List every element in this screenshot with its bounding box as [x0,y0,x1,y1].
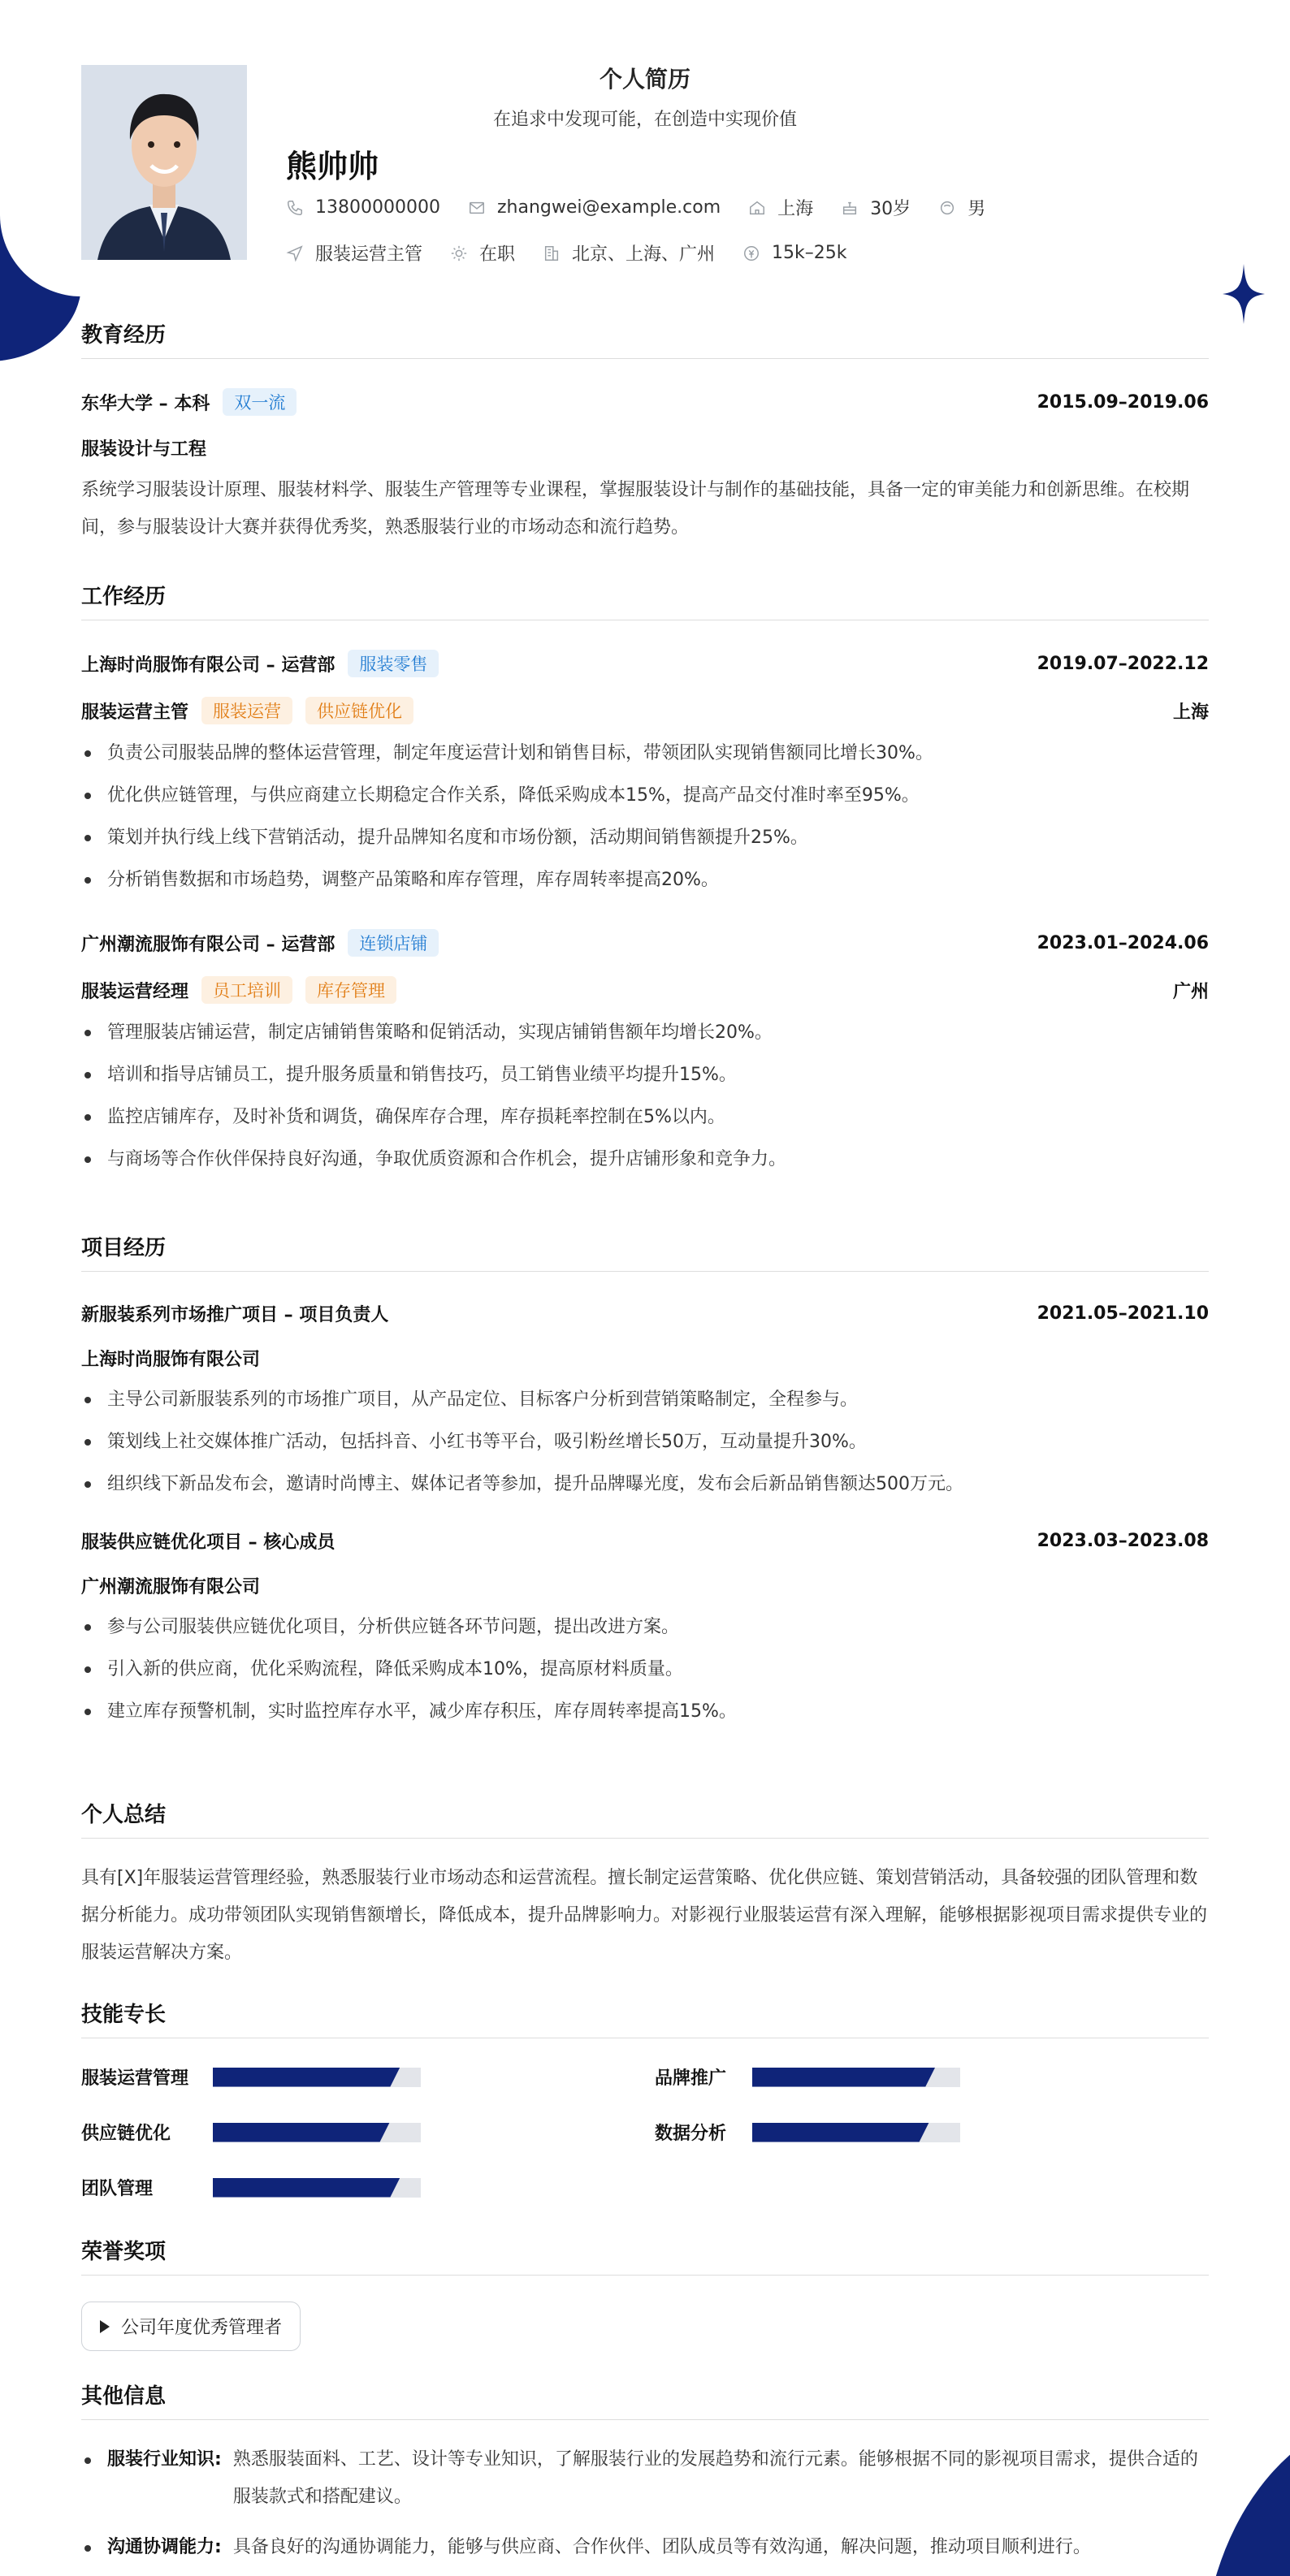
project-item [81,1528,1209,1733]
send-icon [286,244,304,262]
list-item: 参与公司服装供应链优化项目，分析供应链各环节问题，提出改进方案。 [81,1606,1209,1649]
other-info-text: 具备良好的沟通协调能力，能够与供应商、合作伙伴、团队成员等有效沟通，解决问题，推动项目顺利进行。 [232,2537,1091,2557]
city-info [748,195,813,220]
skill-name: 供应链优化 [81,2124,171,2144]
skill-bar-fill [752,2068,935,2087]
phone-icon [286,199,304,217]
list-item: 监控店铺库存，及时补货和调货，确保库存合理，库存损耗率控制在5%以内。 [81,1096,1209,1139]
phone-text: 13800000000 [315,197,440,218]
company-tag: 连锁店铺 [348,929,439,957]
work-bullets [81,733,1209,901]
skill-tag: 供应链优化 [305,697,413,724]
work-location: 广州 [1172,981,1209,1002]
position-name: 服装运营主管 [81,702,189,723]
salary-info [742,243,846,263]
work-bullets [81,1012,1209,1181]
target-cities-info [543,240,715,266]
award-item[interactable] [81,2302,301,2351]
gender-info [938,195,985,220]
skills-section [81,1998,1209,2209]
other-info-section [81,2379,1209,2566]
education-header-row [81,388,1209,416]
project-bullets [81,1379,1209,1506]
section-title: 其他信息 [81,2379,1209,2420]
section-title: 项目经历 [81,1231,1209,1272]
resume-motto: 在追求中发现可能，在创造中实现价值 [492,110,797,130]
job-target-text: 服装运营主管 [315,244,423,265]
section-title: 个人总结 [81,1798,1209,1839]
list-item: 培训和指导店铺员工，提升服务质量和销售技巧，员工销售业绩平均提升15%。 [81,1054,1209,1096]
skill-name: 团队管理 [81,2179,154,2199]
project-name: 服装供应链优化项目 – 核心成员 [81,1532,335,1553]
work-header-row [81,650,1209,677]
skill-item [655,2064,960,2090]
gender-text: 男 [968,199,986,219]
mail-icon [468,199,486,217]
city-text: 上海 [777,199,814,219]
position-row [81,697,1209,724]
skill-item [655,2120,960,2145]
resume-title: 个人简历 [599,66,690,93]
section-title: 荣誉奖项 [81,2235,1209,2276]
project-item [81,1301,1209,1506]
list-item: 策划并执行线上线下营销活动，提升品牌知名度和市场份额，活动期间销售额提升25%。 [81,817,1209,859]
projects-section [81,1231,1209,1733]
work-item [81,929,1209,1181]
job-target-info [286,240,422,266]
skill-bar [213,2178,421,2198]
skill-bar-fill [213,2123,390,2142]
gear-icon [450,244,468,262]
salary-text: 15k–25k [772,243,847,263]
project-header-row [81,1528,1209,1554]
company-tag: 服装零售 [348,650,439,677]
skill-item [81,2120,421,2145]
project-period: 2023.03–2023.08 [1037,1531,1209,1551]
email-info [468,197,721,218]
decorative-star-icon [1223,264,1265,324]
work-location: 上海 [1172,702,1209,723]
company-name: 上海时尚服饰有限公司 – 运营部 [81,655,335,676]
skill-item [81,2064,421,2090]
award-text: 公司年度优秀管理者 [121,2318,283,2338]
project-header-row [81,1301,1209,1326]
section-title: 技能专长 [81,1998,1209,2038]
skill-name: 品牌推广 [655,2068,727,2089]
section-title: 工作经历 [81,580,1209,620]
age-text: 30岁 [870,199,911,219]
age-info [841,195,911,220]
skill-bar-fill [752,2123,929,2142]
position-row [81,976,1209,1004]
work-period: 2019.07–2022.12 [1037,653,1209,674]
list-item: 策划线上社交媒体推广活动，包括抖音、小红书等平台，吸引粉丝增长50万，互动量提升30%。 [81,1421,1209,1463]
other-info-label: 服装行业知识: [107,2449,222,2470]
skill-bar [213,2068,421,2087]
list-item: 引入新的供应商，优化采购流程，降低采购成本10%，提高原材料质量。 [81,1649,1209,1691]
project-company: 上海时尚服饰有限公司 [81,1350,261,1370]
money-icon [742,244,760,262]
home-icon [748,199,766,217]
intent-row [286,240,875,266]
work-period: 2023.01–2024.06 [1037,932,1209,953]
list-item: 优化供应链管理，与供应商建立长期稳定合作关系，降低采购成本15%，提高产品交付准时率至95%。 [81,775,1209,817]
list-item [81,2529,1209,2566]
list-item: 管理服装店铺运营，制定店铺销售策略和促销活动，实现店铺销售额年均增长20%。 [81,1012,1209,1054]
list-item: 建立库存预警机制，实时监控库存水平，减少库存积压，库存周转率提高15%。 [81,1691,1209,1733]
list-item [81,2441,1209,2516]
project-company: 广州潮流服饰有限公司 [81,1577,261,1597]
candidate-name: 熊帅帅 [286,149,379,184]
education-description: 系统学习服装设计原理、服装材料学、服装生产管理等专业课程，掌握服装设计与制作的基础技能，具备一定的审美能力和创新思维。在校期间，参与服装设计大赛并获得优秀奖，熟悉服装行业的市场动态和流行趋势。 [81,480,1190,538]
skill-tag: 库存管理 [305,976,396,1004]
list-item: 与商场等合作伙伴保持良好沟通，争取优质资源和合作机会，提升店铺形象和竞争力。 [81,1139,1209,1181]
section-title: 教育经历 [81,318,1209,359]
education-period: 2015.09–2019.06 [1037,391,1209,413]
skill-name: 服装运营管理 [81,2068,189,2089]
list-item: 组织线下新品发布会，邀请时尚博主、媒体记者等参加，提升品牌曝光度，发布会后新品销售额达500万元。 [81,1463,1209,1506]
summary-section [81,1798,1209,1972]
contact-row [286,195,1013,220]
email-text: zhangwei@example.com [496,197,721,218]
school-name: 东华大学 – 本科 [81,393,210,414]
work-section [81,580,1209,1181]
skill-bar [213,2123,421,2142]
building-icon [543,244,561,262]
avatar [81,65,247,260]
skill-tag: 服装运营 [201,697,292,724]
skill-tag: 员工培训 [201,976,292,1004]
project-bullets [81,1606,1209,1733]
school-tag: 双一流 [223,388,297,416]
skill-name: 数据分析 [655,2124,727,2144]
skill-bar [752,2123,960,2142]
other-info-label: 沟通协调能力: [107,2537,222,2557]
status-info [450,240,515,266]
skill-bar-fill [213,2068,400,2087]
list-item: 负责公司服装品牌的整体运营管理，制定年度运营计划和销售目标，带领团队实现销售额同比增长30%。 [81,733,1209,775]
decorative-right-wave [1202,2412,1290,2576]
work-header-row [81,929,1209,957]
company-name: 广州潮流服饰有限公司 – 运营部 [81,934,335,955]
skill-bar-fill [213,2178,400,2198]
major-row [81,435,1209,460]
project-name: 新服装系列市场推广项目 – 项目负责人 [81,1305,389,1325]
project-company-row [81,1346,1209,1371]
list-item: 分析销售数据和市场趋势，调整产品策略和库存管理，库存周转率提高20%。 [81,859,1209,901]
education-section [81,318,1209,547]
position-name: 服装运营经理 [81,981,189,1002]
project-company-row [81,1573,1209,1598]
phone-info [286,197,440,218]
major-name: 服装设计与工程 [81,439,207,460]
work-item [81,650,1209,901]
project-period: 2021.05–2021.10 [1037,1303,1209,1324]
list-item: 主导公司新服装系列的市场推广项目，从产品定位、目标客户分析到营销策略制定，全程参与。 [81,1379,1209,1421]
play-triangle-icon [100,2320,110,2333]
other-info-text: 熟悉服装面料、工艺、设计等专业知识，了解服装行业的发展趋势和流行元素。能够根据不同的影视项目需求，提供合适的服装款式和搭配建议。 [232,2449,1198,2507]
gender-icon [938,199,956,217]
target-cities-text: 北京、上海、广州 [572,244,716,265]
skill-bar [752,2068,960,2087]
summary-text: 具有[X]年服装运营管理经验，熟悉服装行业市场动态和运营流程。擅长制定运营策略、优化供应链、策划营销活动，具备较强的团队管理和数据分析能力。成功带领团队实现销售额增长，降低成本，提升品牌影响力。对影视行业服装运营有深入理解，能够根据影视项目需求提供专业的服装运营解决方案。 [81,1868,1208,1963]
skill-item [81,2175,421,2200]
cake-icon [841,199,859,217]
status-text: 在职 [479,244,516,265]
honors-section [81,2235,1209,2351]
